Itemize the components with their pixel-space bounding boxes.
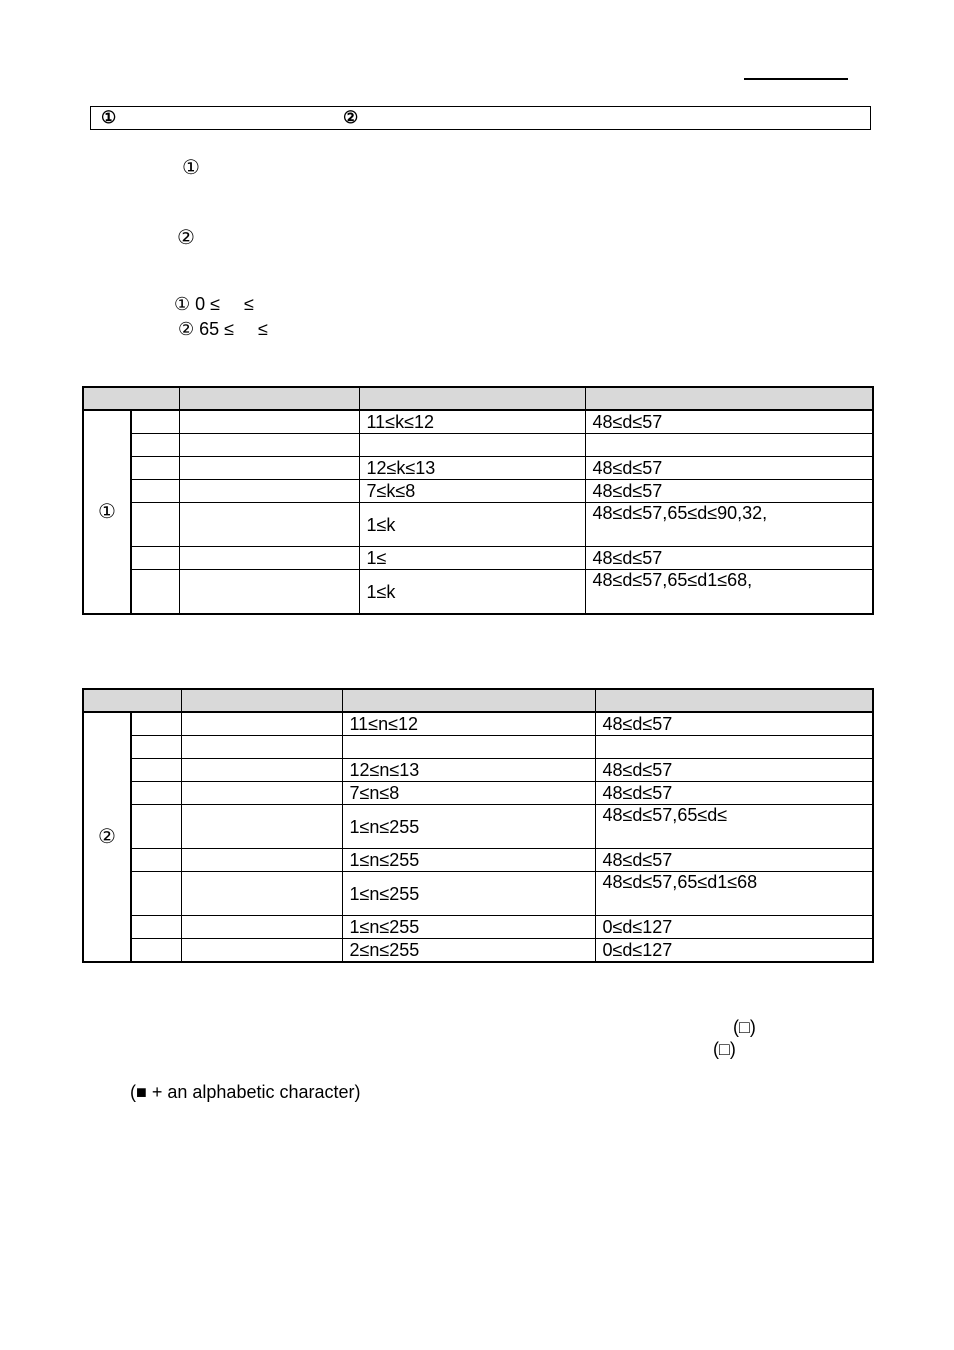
table-cell — [131, 570, 179, 615]
table-cell — [181, 939, 342, 963]
table-cell — [131, 782, 181, 805]
n-range-cell: 1≤n≤255 — [342, 805, 595, 849]
table-cell — [131, 805, 181, 849]
table-cell — [179, 410, 359, 434]
format-mark-1: ① — [101, 108, 117, 127]
table-cell — [181, 736, 342, 759]
table-row — [83, 434, 873, 457]
table-cell — [131, 872, 181, 916]
range-2 — [178, 319, 268, 340]
table-row — [83, 736, 873, 759]
header-cell — [83, 689, 181, 712]
header-cell — [595, 689, 873, 712]
k-range-cell: 7≤k≤8 — [359, 480, 585, 503]
table-cell — [179, 457, 359, 480]
note-mark-2: ② — [177, 227, 195, 249]
table-cell — [181, 782, 342, 805]
table-cell — [131, 457, 179, 480]
group-label: ② — [83, 712, 131, 962]
table-cell — [181, 849, 342, 872]
table-cell — [181, 805, 342, 849]
format-mark-2: ② — [343, 108, 359, 127]
header-cell — [359, 387, 585, 410]
range-1-le: ≤ — [244, 294, 254, 314]
d-range-cell: 48≤d≤57 — [585, 410, 873, 434]
d-range-cell: 48≤d≤57 — [595, 849, 873, 872]
table-header — [83, 387, 873, 410]
header-cell — [83, 387, 179, 410]
d-range-cell — [585, 434, 873, 457]
d-range-cell: 48≤d≤57 — [585, 457, 873, 480]
d-range-cell: 0≤d≤127 — [595, 916, 873, 939]
header-cell — [181, 689, 342, 712]
n-range-cell: 2≤n≤255 — [342, 939, 595, 963]
d-range-cell — [595, 736, 873, 759]
table-row — [83, 547, 873, 570]
box-note-1: (□) — [733, 1017, 756, 1037]
header-cell — [585, 387, 873, 410]
table-row — [83, 805, 873, 849]
table-cell — [131, 916, 181, 939]
box-note-2: (□) — [713, 1039, 736, 1059]
table-row — [83, 916, 873, 939]
d-range-cell: 48≤d≤57,65≤d≤90,32, — [585, 503, 873, 547]
table-row — [83, 570, 873, 615]
table-cell — [179, 434, 359, 457]
header-cell — [179, 387, 359, 410]
table-cell — [131, 939, 181, 963]
table-row — [83, 503, 873, 547]
table-row — [83, 410, 873, 434]
range-2-le: ≤ — [258, 319, 268, 339]
table-header — [83, 689, 873, 712]
n-range-cell: 1≤n≤255 — [342, 916, 595, 939]
table-cell — [131, 759, 181, 782]
barcode-table-2 — [82, 688, 874, 963]
n-range-cell — [342, 736, 595, 759]
table-row — [83, 457, 873, 480]
table-cell — [131, 503, 179, 547]
table-row — [83, 480, 873, 503]
n-range-cell: 12≤n≤13 — [342, 759, 595, 782]
table-cell — [179, 570, 359, 615]
d-range-cell: 48≤d≤57 — [585, 547, 873, 570]
table-cell — [179, 480, 359, 503]
d-range-cell: 48≤d≤57 — [595, 712, 873, 736]
table-cell — [181, 872, 342, 916]
group-label: ① — [83, 410, 131, 614]
table-row — [83, 712, 873, 736]
range-1 — [174, 294, 254, 315]
table-cell — [131, 712, 181, 736]
d-range-cell: 48≤d≤57 — [585, 480, 873, 503]
n-range-cell: 1≤n≤255 — [342, 872, 595, 916]
header-cell — [342, 689, 595, 712]
command-format-box — [90, 106, 871, 130]
k-range-cell: 1≤k — [359, 570, 585, 615]
note-mark-1: ① — [182, 157, 200, 179]
table-cell — [131, 849, 181, 872]
d-range-cell: 0≤d≤127 — [595, 939, 873, 963]
range-1-start: ① 0 ≤ — [174, 294, 221, 314]
header-rule — [744, 78, 848, 80]
barcode-table-1 — [82, 386, 874, 615]
table-cell — [179, 503, 359, 547]
table-row — [83, 759, 873, 782]
k-range-cell: 12≤k≤13 — [359, 457, 585, 480]
table-cell — [131, 736, 181, 759]
d-range-cell: 48≤d≤57,65≤d1≤68, — [585, 570, 873, 615]
n-range-cell: 11≤n≤12 — [342, 712, 595, 736]
n-range-cell: 7≤n≤8 — [342, 782, 595, 805]
k-range-cell: 1≤ — [359, 547, 585, 570]
table-cell — [181, 712, 342, 736]
d-range-cell: 48≤d≤57 — [595, 759, 873, 782]
d-range-cell: 48≤d≤57 — [595, 782, 873, 805]
table-row — [83, 872, 873, 916]
d-range-cell: 48≤d≤57,65≤d1≤68 — [595, 872, 873, 916]
table-row — [83, 939, 873, 963]
table-row — [83, 782, 873, 805]
table-cell — [131, 547, 179, 570]
table-cell — [131, 480, 179, 503]
alpha-note: (■ + an alphabetic character) — [130, 1082, 361, 1102]
table-row — [83, 849, 873, 872]
table-cell — [181, 916, 342, 939]
d-range-cell: 48≤d≤57,65≤d≤ — [595, 805, 873, 849]
table-cell — [179, 547, 359, 570]
k-range-cell: 11≤k≤12 — [359, 410, 585, 434]
range-2-start: ② 65 ≤ — [178, 319, 235, 339]
k-range-cell — [359, 434, 585, 457]
table-cell — [181, 759, 342, 782]
n-range-cell: 1≤n≤255 — [342, 849, 595, 872]
k-range-cell: 1≤k — [359, 503, 585, 547]
table-cell — [131, 410, 179, 434]
table-cell — [131, 434, 179, 457]
